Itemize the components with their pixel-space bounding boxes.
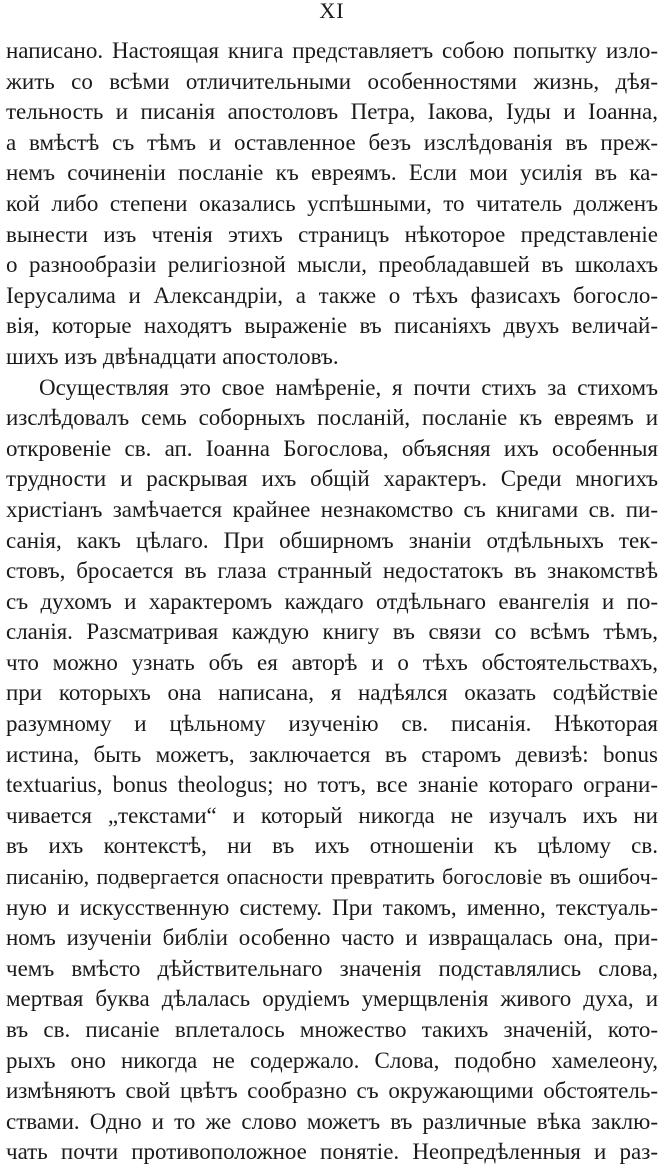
text-line: въ св. писаніе вплеталось множество такихъ значеній, кото- [6, 1017, 658, 1042]
text-line: измѣняютъ свой цвѣтъ сообразно съ окружающими обстоятель- [6, 1078, 658, 1104]
text-line: о разнообразіи религіозной мысли, преобладавшей въ школахъ [6, 252, 658, 278]
text-line: немъ сочиненіи посланіе къ евреямъ. Если мои усилія въ ка- [6, 160, 658, 186]
text-line: при которыхъ она написана, я надѣялся оказать содѣйствіе [6, 680, 658, 706]
text-line: textuarius, bonus theologus; но тотъ, все знаніе котораго ограни- [6, 772, 658, 798]
text-line: что можно узнать объ ея авторѣ и о тѣхъ обстоятельствахъ, [6, 649, 658, 675]
text-line: ствами. Одно и то же слово можетъ въ различные вѣка заклю- [6, 1108, 658, 1134]
text-line: истина, быть можетъ, заключается въ старомъ девизѣ: bonus [6, 741, 658, 767]
text-line: санія, какъ цѣлаго. При обширномъ знаніи отдѣльныхъ тек- [6, 527, 658, 553]
text-line: Іерусалима и Александріи, а также о тѣхъ фазисахъ богосло- [6, 282, 658, 308]
text-line: чивается „текстами“ и который никогда не изучалъ ихъ ни [6, 802, 658, 828]
text-line: чемъ вмѣсто дѣйствительнаго значенія подставлялись слова, [6, 955, 658, 981]
text-line: рыхъ оно никогда не содержало. Слова, подобно хамелеону, [6, 1047, 658, 1073]
text-line: изслѣдовалъ семь соборныхъ посланій, посланіе къ евреямъ и [6, 405, 658, 431]
text-line: разумному и цѣльному изученію св. писанія. Нѣкоторая [6, 711, 658, 737]
text-line: стовъ, бросается въ глаза странный недостатокъ въ знакомствѣ [6, 558, 658, 584]
text-line: писанію, подвергается опасности превратить богословіе въ ошибоч- [6, 864, 658, 890]
body-text [6, 36, 658, 1168]
text-line: кой либо степени оказались успѣшными, то читатель долженъ [6, 190, 658, 216]
text-line: номъ изученіи библіи особенно часто и извращалась она, при- [6, 925, 658, 951]
text-line: ную и искусственную систему. При такомъ, именно, текстуаль- [6, 894, 658, 920]
text-line: откровеніе св. ап. Іоанна Богослова, объясняя ихъ особенныя [6, 435, 658, 461]
page-number: XI [319, 0, 345, 23]
text-line: вынести изъ чтенія этихъ страницъ нѣкоторое представленіе [6, 221, 658, 247]
text-line: жить со всѣми отличительными особенностями жизнь, дѣя- [6, 68, 658, 94]
text-line: въ ихъ контекстѣ, ни въ ихъ отношеніи къ цѣлому св. [6, 833, 658, 859]
text-line: вія, которые находятъ выраженіе въ писаніяхъ двухъ величай- [6, 313, 658, 339]
text-line: Осуществляя это свое намѣреніе, я почти стихъ за стихомъ [39, 374, 658, 400]
text-line: христіанъ замѣчается крайнее незнакомство съ книгами св. пи- [6, 496, 658, 522]
text-line: мертвая буква дѣлалась орудіемъ умерщвленія живого духа, и [6, 986, 658, 1012]
text-line: написано. Настоящая книга представляетъ собою попытку изло- [6, 38, 658, 63]
text-line: чать почти противоположное понятіе. Неопредѣленныя и раз- [6, 1139, 658, 1165]
text-line: тельность и писанія апостоловъ Петра, Іакова, Іуды и Іоанна, [6, 99, 658, 125]
text-line: а вмѣстѣ съ тѣмъ и оставленное безъ изслѣдованія въ преж- [6, 129, 658, 155]
text-line: трудности и раскрывая ихъ общій характеръ. Среди многихъ [6, 466, 658, 492]
text-line: шихъ изъ двѣнадцати апостоловъ. [6, 343, 339, 369]
text-line: сланія. Разсматривая каждую книгу въ связи со всѣмъ тѣмъ, [6, 619, 658, 645]
text-line: съ духомъ и характеромъ каждаго отдѣльнаго евангелія и по- [6, 588, 658, 614]
